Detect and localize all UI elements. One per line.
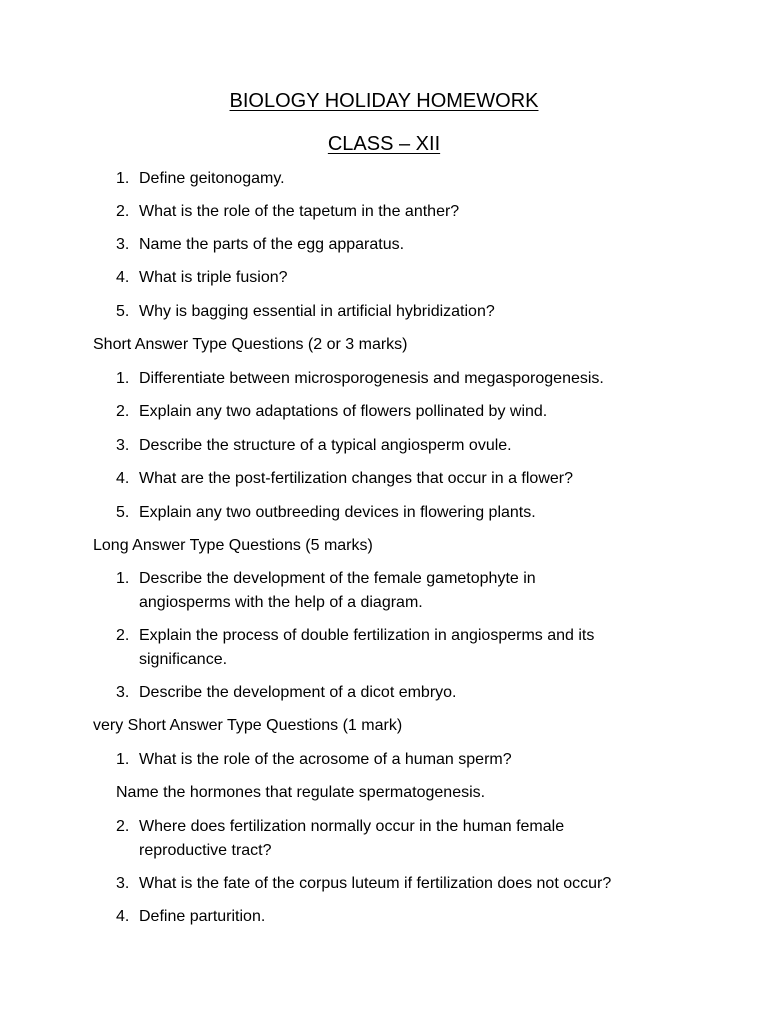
document-title: BIOLOGY HOLIDAY HOMEWORK: [229, 90, 539, 112]
question-number: 2.: [116, 627, 130, 644]
section-heading-long-answer: Long Answer Type Questions (5 marks): [93, 537, 373, 554]
question-number: 2.: [116, 403, 130, 420]
question-number: 2.: [116, 818, 130, 835]
question-text: reproductive tract?: [139, 842, 272, 859]
question-number: 4.: [116, 908, 130, 925]
question-text: Describe the structure of a typical angiosperm ovule.: [139, 437, 512, 454]
question-text: Differentiate between microsporogenesis and megasporogenesis.: [139, 370, 604, 387]
class-label: CLASS – XII: [327, 133, 441, 155]
question-text: Describe the development of a dicot embryo.: [139, 684, 457, 701]
question-text: Name the parts of the egg apparatus.: [139, 236, 405, 253]
question-number: 1.: [116, 370, 130, 387]
question-text: Explain any two adaptations of flowers pollinated by wind.: [139, 403, 548, 420]
question-text: Why is bagging essential in artificial hybridization?: [139, 303, 495, 320]
question-text: angiosperms with the help of a diagram.: [139, 594, 423, 611]
question-number: 3.: [116, 437, 130, 454]
question-text: significance.: [139, 651, 228, 668]
question-text: What is the role of the tapetum in the anther?: [139, 203, 460, 220]
question-text: Define geitonogamy.: [139, 170, 285, 187]
question-number: 5.: [116, 303, 130, 320]
question-text: Describe the development of the female gametophyte in: [139, 570, 536, 587]
question-text: Where does fertilization normally occur in the human female: [139, 818, 565, 835]
question-number: 1.: [116, 170, 130, 187]
question-number: 4.: [116, 470, 130, 487]
section-heading-short-answer: Short Answer Type Questions (2 or 3 marks): [93, 336, 408, 353]
question-number: 3.: [116, 684, 130, 701]
question-text: Define parturition.: [139, 908, 266, 925]
section-heading-very-short-answer: very Short Answer Type Questions (1 mark): [93, 717, 403, 734]
question-number: 2.: [116, 203, 130, 220]
question-number: 4.: [116, 269, 130, 286]
question-number: 1.: [116, 570, 130, 587]
question-text: What is triple fusion?: [139, 269, 288, 286]
question-number: 5.: [116, 504, 130, 521]
question-text: What is the fate of the corpus luteum if fertilization does not occur?: [139, 875, 612, 892]
question-number: 3.: [116, 236, 130, 253]
question-text: Explain the process of double fertilization in angiosperms and its: [139, 627, 595, 644]
question-number: 1.: [116, 751, 130, 768]
question-note: Name the hormones that regulate spermatogenesis.: [116, 784, 486, 801]
question-text: What are the post-fertilization changes that occur in a flower?: [139, 470, 573, 487]
question-number: 3.: [116, 875, 130, 892]
question-text: What is the role of the acrosome of a human sperm?: [139, 751, 512, 768]
question-text: Explain any two outbreeding devices in flowering plants.: [139, 504, 536, 521]
